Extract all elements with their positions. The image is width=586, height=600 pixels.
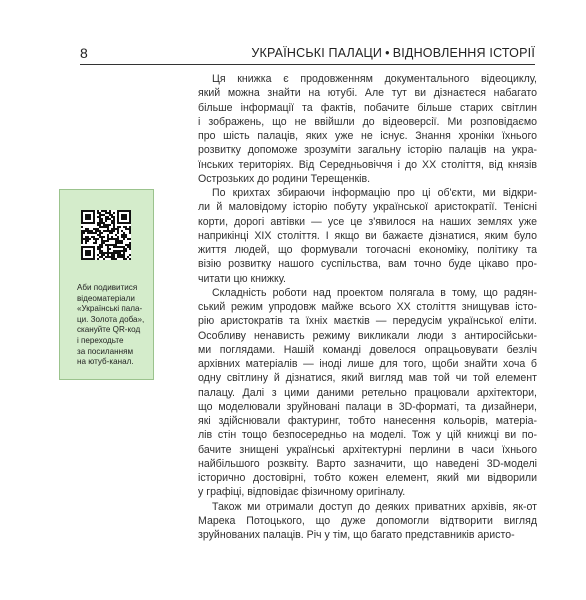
text-line: наприкінці XIX століття. І якщо ви бажаєте дізнатися, яким було [198, 229, 537, 242]
sidebar-caption-line: і переходьте [77, 335, 124, 345]
text-line: про шість палаців, яких уже не існує. Знання хроніки їхнього [198, 130, 537, 142]
sidebar-caption-line: за посиланням [77, 346, 134, 356]
body-text [198, 72, 537, 542]
running-head-separator: • [385, 46, 390, 60]
body-paragraph [198, 72, 537, 186]
text-line: корти, дорогі автівки — усе це з'явилося на наших землях уже [198, 215, 537, 228]
text-line: Ця книжка є продовженням документального відеоциклу, [212, 73, 537, 85]
text-line: архівних матеріалів — іноді лише для того, щоби знайти хоча б [198, 358, 537, 370]
sidebar-caption-line: скануйте QR-код [77, 325, 141, 335]
sidebar-caption [77, 283, 154, 368]
text-line: історично достовірні, тобто кожен елемент, який ми відворили [198, 472, 537, 484]
text-line: візію розвитку нашого суспільства, вам точно буде цікаво про- [198, 258, 537, 271]
text-line: По крихтах збираючи інформацію про ці об'єкти, ми відкри- [212, 187, 537, 199]
text-line: Марека Потоцького, що дуже допомогли відтворити вигляд [198, 514, 537, 527]
text-line: ський режим упродовж майже всього XX століття знищував істо- [198, 301, 537, 313]
body-paragraph [198, 186, 537, 286]
qr-sidebar-box [59, 189, 154, 380]
qr-code-icon[interactable] [81, 210, 131, 260]
body-paragraph [198, 286, 537, 500]
text-line: лів стін тощо безпосередньо на моделі. Тож у цій книжці ви по- [198, 429, 537, 442]
text-line: рію аристократів та їхніх маєтків — передусім української еліти. [198, 315, 537, 328]
text-line: їнських територіях. Від Середньовіччя і до XX століття, від князів [198, 158, 537, 171]
text-line: зруйнованих палаців. Річ у тім, що багато представників аристо- [198, 529, 515, 541]
text-line: найбільшого розквіту. Варто зазначити, що наведені 3D-моделі [198, 457, 537, 470]
text-line: життя людей, що формували тогочасні економіку, політику та [198, 244, 537, 256]
text-line: ми поглядами. Нашій команді довелося опрацьовувати безліч [198, 343, 537, 356]
text-line: розвитку допоможе зрозуміти загальну історію палаців на укра- [198, 144, 537, 157]
sidebar-caption-line: ци. Золота доба», [77, 314, 145, 324]
text-line: і зображень, що не ввійшли до відеоверсії. Ми розповідаємо [198, 115, 537, 128]
running-head [251, 46, 535, 60]
sidebar-caption-line: «Українські пала- [77, 304, 143, 314]
text-line: Острозьких до родини Терещенків. [198, 172, 371, 185]
page-number: 8 [80, 45, 88, 61]
text-line: Особливу ненависть режиму викликали люди з антиросійськи- [198, 329, 537, 342]
text-line: бачите знищені українські архітектурні перлини в часи їхнього [198, 443, 537, 456]
header-rule [80, 64, 535, 65]
text-line: читати цю книжку. [198, 272, 286, 285]
text-line: який можна знайти на ютубі. Але тут ви дізнаєтеся набагато [198, 87, 537, 100]
sidebar-caption-line: Аби подивитися [77, 283, 138, 292]
text-line: у графіці, відповідає фізичному оригіналу. [198, 486, 406, 499]
sidebar-caption-line: відеоматеріали [77, 293, 135, 303]
text-line: більше інформації та фактів, побачите більше старих світлин [198, 101, 537, 114]
text-line: палацу. Далі з цими даними ретельно працювали архітектори, [198, 386, 537, 399]
text-line: одну світлину й дізнатися, який вигляд мав той чи той елемент [198, 372, 537, 385]
text-line: Складність роботи над проектом полягала в тому, що радян- [212, 286, 537, 299]
text-line: Також ми отримали доступ до деяких приватних архівів, як-от [212, 500, 537, 513]
running-head-subsection: ВІДНОВЛЕННЯ ІСТОРІЇ [392, 46, 535, 60]
body-paragraph [198, 500, 537, 543]
text-line: які здійснювали фактуринг, тобто нанесення кольорів, матеріа- [198, 415, 537, 427]
sidebar-caption-line: на ютуб-канал. [77, 357, 134, 367]
text-line: що моделювали зруйновані палаци в 3D-форматі, та дизайнери, [198, 400, 537, 413]
text-line: ли й маловідому історію побуту української аристократії. Тенісні [198, 201, 537, 214]
running-head-section: УКРАЇНСЬКІ ПАЛАЦИ [251, 46, 383, 60]
